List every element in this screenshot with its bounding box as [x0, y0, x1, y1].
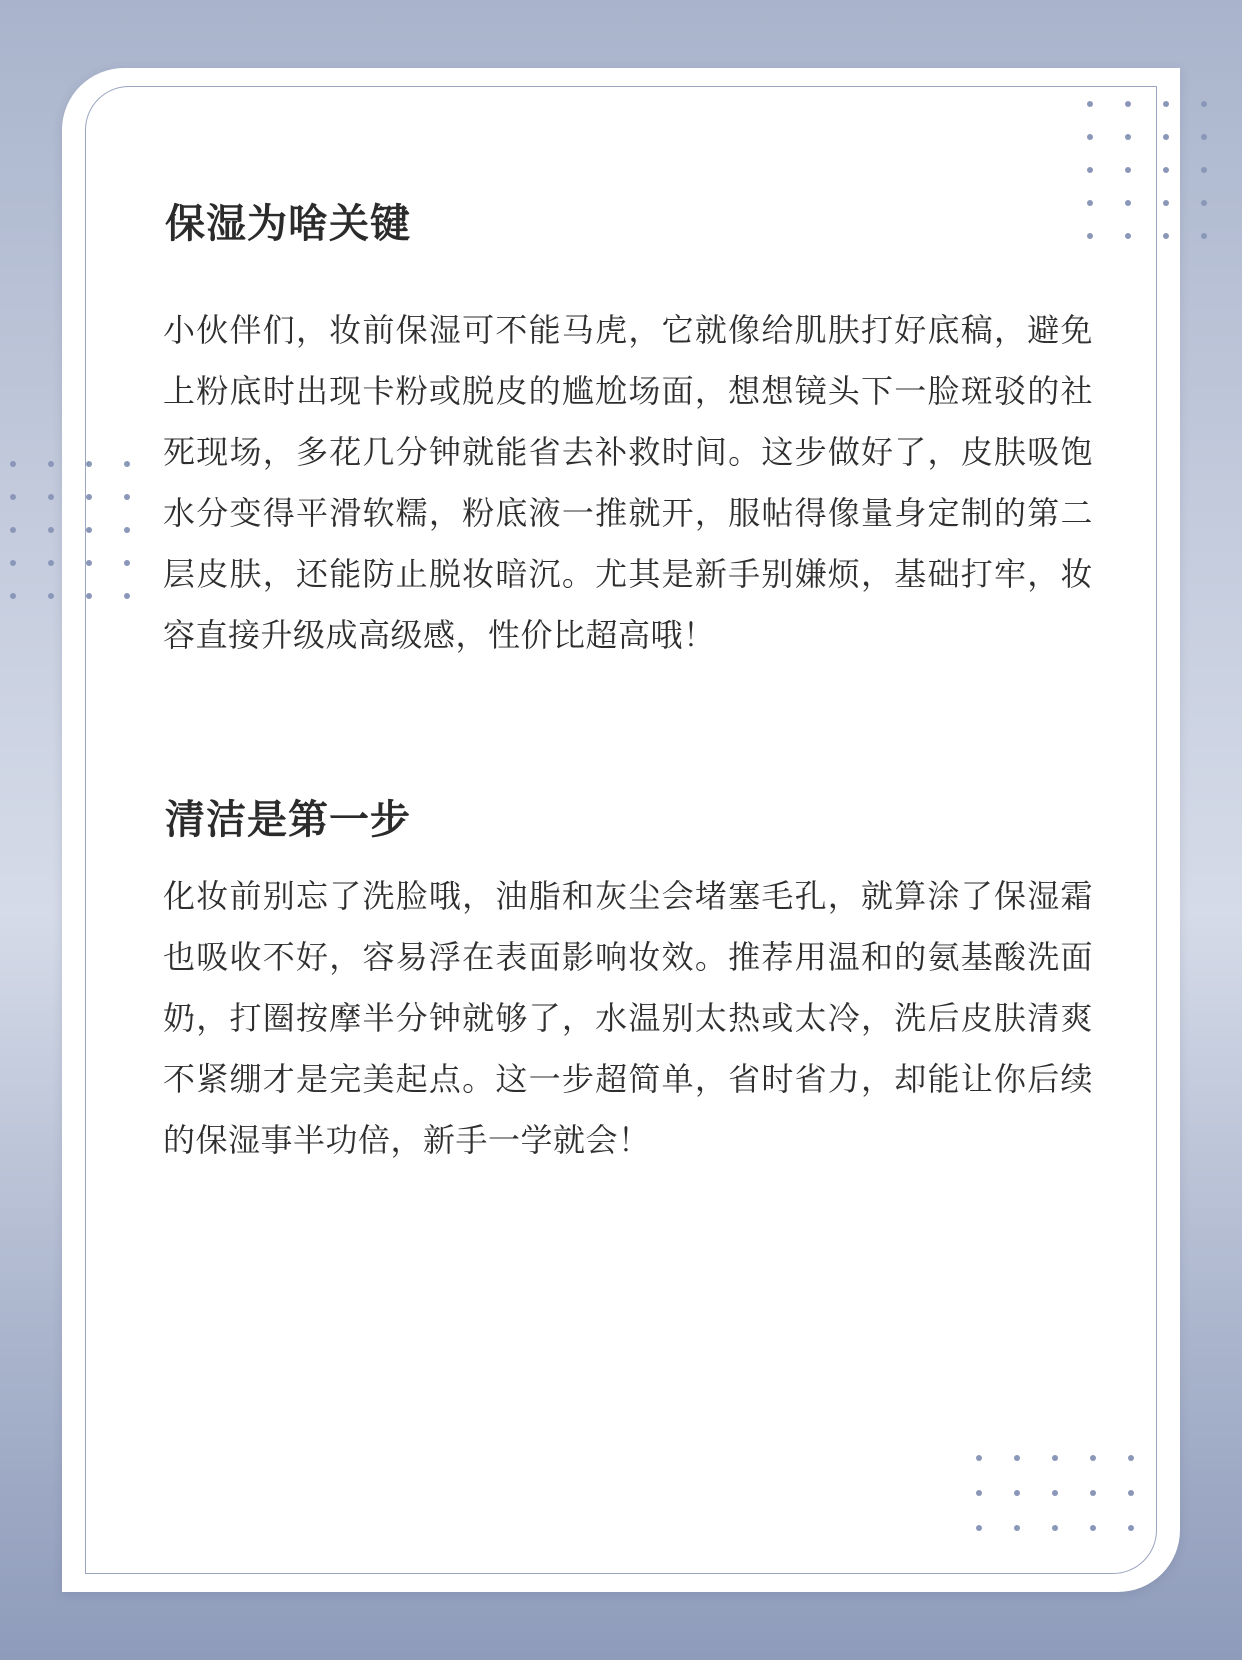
decorative-dot — [124, 527, 130, 533]
decorative-dot — [48, 494, 54, 500]
decorative-dot — [1090, 1455, 1096, 1461]
decorative-dot — [1087, 200, 1093, 206]
decorative-dot — [48, 461, 54, 467]
decorative-dot — [1201, 101, 1207, 107]
decorative-dot — [1163, 167, 1169, 173]
decorative-dot — [1128, 1525, 1134, 1531]
decorative-dot — [86, 593, 92, 599]
decorative-dot — [1052, 1525, 1058, 1531]
decorative-dot — [124, 461, 130, 467]
decorative-dot — [10, 494, 16, 500]
section-body-cleansing: 化妆前别忘了洗脸哦，油脂和灰尘会堵塞毛孔，就算涂了保湿霜也吸收不好，容易浮在表面影响妆效。推荐用温和的氨基酸洗面奶，打圈按摩半分钟就够了，水温别太热或太冷，洗后皮肤清爽不紧绷才是完美起点。这一步超简单，省时省力，却能让你后续的保湿事半功倍，新手一学就会！ — [163, 877, 1093, 1159]
decorative-dot — [86, 560, 92, 566]
decorative-dot — [1163, 134, 1169, 140]
decorative-dot — [1090, 1490, 1096, 1496]
decorative-dot — [10, 560, 16, 566]
decorative-dot — [1125, 233, 1131, 239]
decorative-dot — [1087, 233, 1093, 239]
decorative-dot — [124, 593, 130, 599]
decorative-dot — [1125, 167, 1131, 173]
decorative-dot — [1163, 200, 1169, 206]
decorative-dot — [10, 461, 16, 467]
decorative-dot — [1052, 1490, 1058, 1496]
decorative-dot — [1087, 134, 1093, 140]
decorative-dot — [1163, 233, 1169, 239]
decorative-dot — [48, 560, 54, 566]
decorative-dot — [124, 560, 130, 566]
decorative-dot — [86, 527, 92, 533]
section-title-moisturizing: 保湿为啥关键 — [165, 201, 411, 247]
decorative-dot — [1014, 1455, 1020, 1461]
decorative-dot — [1014, 1490, 1020, 1496]
decorative-dot — [1201, 167, 1207, 173]
decorative-dot — [1125, 134, 1131, 140]
decorative-dot — [1201, 200, 1207, 206]
decorative-dot — [48, 593, 54, 599]
decorative-dot — [1128, 1490, 1134, 1496]
decorative-dot — [1052, 1455, 1058, 1461]
decorative-dot — [1201, 233, 1207, 239]
decorative-dot — [1090, 1525, 1096, 1531]
decorative-dot — [1201, 134, 1207, 140]
decorative-dot — [1087, 167, 1093, 173]
decorative-dot — [124, 494, 130, 500]
decorative-dot — [1087, 101, 1093, 107]
decorative-dot — [10, 593, 16, 599]
decorative-dot — [48, 527, 54, 533]
decorative-dot — [1128, 1455, 1134, 1461]
decorative-dot — [1125, 101, 1131, 107]
section-body-moisturizing: 小伙伴们，妆前保湿可不能马虎，它就像给肌肤打好底稿，避免上粉底时出现卡粉或脱皮的尴尬场面，想想镜头下一脸斑驳的社死现场，多花几分钟就能省去补救时间。这步做好了，皮肤吸饱水分变得平滑软糯，粉底液一推就开，服帖得像量身定制的第二层皮肤，还能防止脱妆暗沉。尤其是新手别嫌烦，基础打牢，妆容直接升级成高级感，性价比超高哦！ — [163, 311, 1093, 654]
decorative-dot — [1014, 1525, 1020, 1531]
decorative-dot — [86, 494, 92, 500]
decorative-dot — [976, 1525, 982, 1531]
decorative-dot — [976, 1490, 982, 1496]
decorative-dot — [1125, 200, 1131, 206]
section-title-cleansing: 清洁是第一步 — [165, 797, 411, 843]
decorative-dot — [86, 461, 92, 467]
decorative-dot — [976, 1455, 982, 1461]
decorative-dot — [10, 527, 16, 533]
decorative-dot — [1163, 101, 1169, 107]
